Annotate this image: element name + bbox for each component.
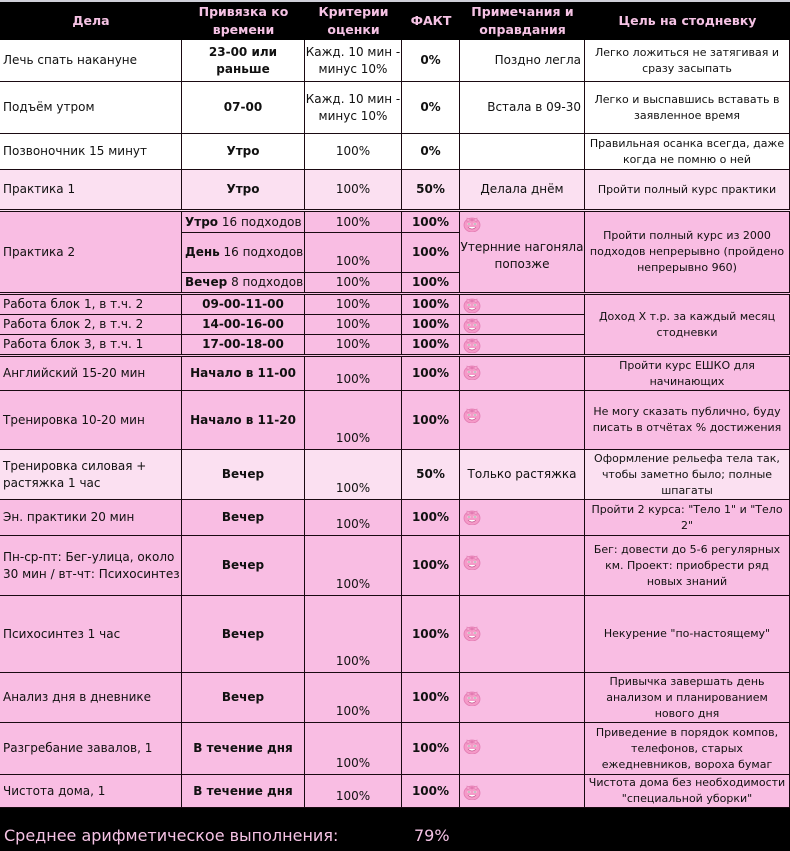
task-cell[interactable]: Работа блок 2, в т.ч. 2 — [0, 315, 182, 335]
smiley-icon — [462, 214, 482, 232]
criteria-cell[interactable]: 100% — [305, 170, 402, 210]
time-period: День — [185, 245, 220, 259]
task-cell[interactable]: Практика 1 — [0, 170, 182, 210]
header-criteria: Критерии оценки — [305, 2, 402, 40]
criteria-cell[interactable]: Кажд. 10 мин - минус 10% — [305, 82, 402, 134]
task-cell[interactable]: Работа блок 1, в т.ч. 2 — [0, 295, 182, 315]
goal-cell[interactable]: Пройти полный курс практики — [585, 170, 790, 210]
task-cell[interactable]: Анализ дня в дневнике — [0, 673, 182, 723]
criteria-cell[interactable]: 100% — [305, 335, 402, 355]
header-fact: ФАКТ — [402, 2, 460, 40]
time-cell[interactable]: Начало в 11-00 — [182, 357, 305, 391]
time-cell[interactable]: 09-00-11-00 — [182, 295, 305, 315]
criteria-cell[interactable]: 100% — [305, 775, 402, 808]
time-cell[interactable]: В течение дня — [182, 775, 305, 808]
fact-cell[interactable]: 50% — [402, 170, 460, 210]
note-cell[interactable]: Встала в 09-30 — [460, 82, 585, 134]
task-cell[interactable]: Чистота дома, 1 — [0, 775, 182, 808]
task-cell[interactable]: Тренировка силовая + растяжка 1 час — [0, 450, 182, 500]
criteria-cell[interactable]: 100% — [305, 233, 402, 273]
header-goal: Цель на стодневку — [585, 2, 790, 40]
time-cell[interactable]: Вечер — [182, 500, 305, 536]
smiley-icon — [462, 315, 482, 333]
time-cell[interactable]: Вечер — [182, 673, 305, 723]
criteria-cell[interactable]: 100% — [305, 212, 402, 233]
goal-cell[interactable]: Легко ложиться не затягивая и сразу засыпать — [585, 40, 790, 82]
smiley-icon — [462, 736, 482, 754]
criteria-cell[interactable]: 100% — [305, 391, 402, 450]
task-cell[interactable]: Практика 2 — [0, 212, 182, 293]
task-cell[interactable]: Работа блок 3, в т.ч. 1 — [0, 335, 182, 355]
fact-cell[interactable]: 100% — [402, 391, 460, 450]
note-cell[interactable]: Только растяжка — [460, 450, 585, 500]
note-cell[interactable]: Поздно легла — [460, 40, 585, 82]
goal-cell[interactable]: Приведение в порядок компов, телефонов, старых ежедневников, вороха бумаг — [585, 723, 790, 775]
criteria-cell[interactable]: 100% — [305, 500, 402, 536]
goal-cell[interactable]: Правильная осанка всегда, даже когда не помню о ней — [585, 134, 790, 170]
task-cell[interactable]: Подъём утром — [0, 82, 182, 134]
time-detail: 16 подходов — [218, 214, 302, 229]
time-cell[interactable]: Вечер — [182, 536, 305, 596]
header-task: Дела — [0, 2, 182, 40]
time-cell[interactable]: 17-00-18-00 — [182, 335, 305, 355]
smiley-icon — [462, 507, 482, 525]
time-cell[interactable] — [182, 273, 305, 293]
smiley-icon — [462, 688, 482, 706]
smiley-icon — [462, 623, 482, 641]
fact-cell[interactable]: 100% — [402, 775, 460, 808]
fact-cell[interactable]: 0% — [402, 82, 460, 134]
goal-cell[interactable]: Не могу сказать публично, буду писать в отчётах % достижения — [585, 391, 790, 450]
fact-cell[interactable]: 100% — [402, 315, 460, 335]
criteria-cell[interactable]: 100% — [305, 273, 402, 293]
time-cell[interactable]: Вечер — [182, 450, 305, 500]
goal-cell[interactable]: Оформление рельефа тела так, чтобы заметно было; полные шпагаты — [585, 450, 790, 500]
fact-cell[interactable]: 0% — [402, 40, 460, 82]
criteria-cell[interactable]: 100% — [305, 134, 402, 170]
criteria-cell[interactable]: 100% — [305, 450, 402, 500]
goal-cell[interactable]: Некурение "по-настоящему" — [585, 596, 790, 673]
time-cell[interactable]: Вечер — [182, 596, 305, 673]
fact-cell[interactable]: 100% — [402, 273, 460, 293]
average-label: Среднее арифметическое выполнения: — [4, 826, 339, 845]
criteria-cell[interactable]: 100% — [305, 723, 402, 775]
goal-cell[interactable]: Пройти курс ЕШКО для начинающих — [585, 357, 790, 391]
smiley-icon — [462, 362, 482, 380]
criteria-cell[interactable]: 100% — [305, 357, 402, 391]
goal-cell[interactable]: Доход Х т.р. за каждый месяц стодневки — [585, 295, 790, 355]
task-cell[interactable]: Психосинтез 1 час — [0, 596, 182, 673]
smiley-icon — [462, 295, 482, 313]
time-detail: 8 подходов — [227, 275, 304, 289]
fact-cell[interactable]: 100% — [402, 723, 460, 775]
task-cell[interactable]: Пн-ср-пт: Бег-улица, около 30 мин / вт-чт: Психосинтез — [0, 536, 182, 596]
note-cell[interactable]: Делала днём — [460, 170, 585, 210]
fact-cell[interactable]: 100% — [402, 335, 460, 355]
time-cell[interactable]: 23-00 или раньше — [182, 40, 305, 82]
average-value: 79% — [414, 826, 450, 845]
time-cell[interactable]: Утро — [182, 134, 305, 170]
note-cell[interactable] — [460, 134, 585, 170]
goal-cell[interactable]: Пройти полный курс из 2000 подходов непрерывно (пройдено непрерывно 960) — [585, 212, 790, 293]
note-cell[interactable]: Утернние нагоняла попозже — [460, 212, 585, 293]
time-period: Утро — [185, 214, 219, 229]
time-cell[interactable]: Утро — [182, 170, 305, 210]
fact-cell[interactable]: 0% — [402, 134, 460, 170]
goal-cell[interactable]: Бег: довести до 5-6 регулярных км. Проект: приобрести ряд новых знаний — [585, 536, 790, 596]
smiley-icon — [462, 552, 482, 570]
criteria-cell[interactable]: Кажд. 10 мин - минус 10% — [305, 40, 402, 82]
task-cell[interactable]: Английский 15-20 мин — [0, 357, 182, 391]
smiley-icon — [462, 405, 482, 423]
smiley-icon — [462, 782, 482, 800]
fact-cell[interactable]: 100% — [402, 212, 460, 233]
task-cell[interactable]: Лечь спать накануне — [0, 40, 182, 82]
criteria-cell[interactable]: 100% — [305, 315, 402, 335]
fact-cell[interactable]: 100% — [402, 295, 460, 315]
fact-cell[interactable]: 100% — [402, 233, 460, 273]
header-notes: Примечания и оправдания — [460, 2, 585, 40]
time-period: Вечер — [185, 275, 228, 289]
time-cell[interactable] — [182, 212, 305, 233]
task-cell[interactable]: Эн. практики 20 мин — [0, 500, 182, 536]
time-cell[interactable]: 14-00-16-00 — [182, 315, 305, 335]
fact-cell[interactable]: 100% — [402, 536, 460, 596]
criteria-cell[interactable]: 100% — [305, 536, 402, 596]
goal-cell[interactable]: Пройти 2 курса: "Тело 1" и "Тело 2" — [585, 500, 790, 536]
criteria-cell[interactable]: 100% — [305, 673, 402, 723]
task-cell[interactable]: Позвоночник 15 минут — [0, 134, 182, 170]
criteria-cell[interactable]: 100% — [305, 295, 402, 315]
header-time: Привязка ко времени — [182, 2, 305, 40]
fact-cell[interactable]: 100% — [402, 357, 460, 391]
criteria-cell[interactable]: 100% — [305, 596, 402, 673]
fact-cell[interactable]: 100% — [402, 596, 460, 673]
task-cell[interactable]: Разгребание завалов, 1 — [0, 723, 182, 775]
task-cell[interactable]: Тренировка 10-20 мин — [0, 391, 182, 450]
fact-cell[interactable]: 100% — [402, 500, 460, 536]
goal-cell[interactable]: Легко и выспавшись вставать в заявленное время — [585, 82, 790, 134]
goal-cell[interactable]: Чистота дома без необходимости "специальной уборки" — [585, 775, 790, 808]
time-cell[interactable]: Начало в 11-20 — [182, 391, 305, 450]
goal-cell[interactable]: Привычка завершать день анализом и планированием нового дня — [585, 673, 790, 723]
fact-cell[interactable]: 100% — [402, 673, 460, 723]
time-cell[interactable] — [182, 233, 305, 273]
time-detail: 16 подходов — [219, 245, 304, 259]
time-cell[interactable]: В течение дня — [182, 723, 305, 775]
smiley-icon — [462, 335, 482, 353]
time-cell[interactable]: 07-00 — [182, 82, 305, 134]
fact-cell[interactable]: 50% — [402, 450, 460, 500]
